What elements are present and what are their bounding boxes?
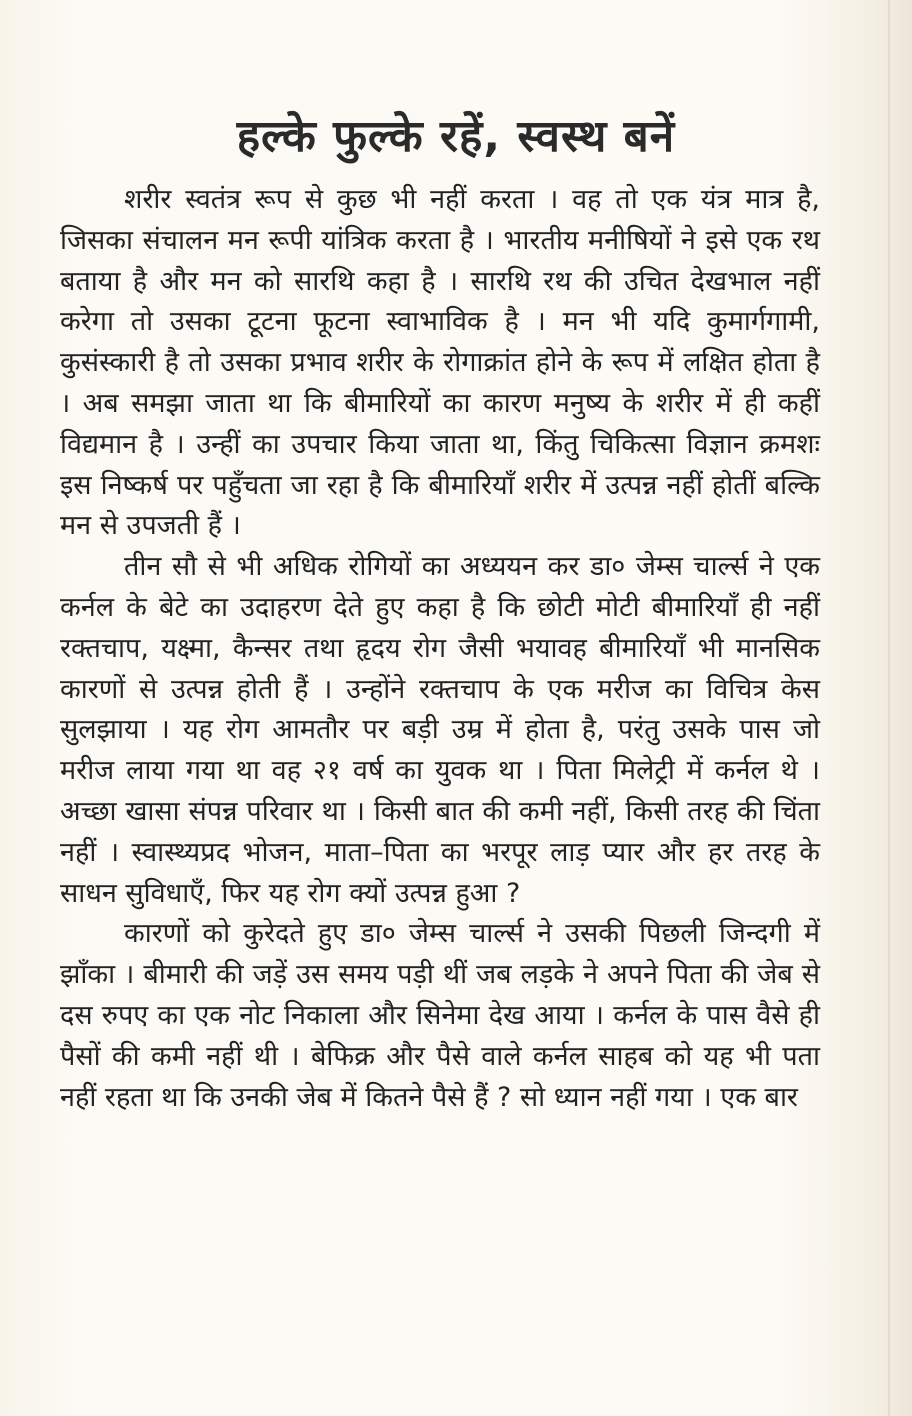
paragraph-3: कारणों को कुरेदते हुए डा० जेम्स चार्ल्स ने उसकी पिछली जिन्दगी में झाँका । बीमारी की जड़ें उस समय पड़ी थीं जब लड़के ने अपने पिता की जेब से दस रुपए का एक नोट निकाला और सिनेमा देख आया । कर्नल के पास वैसे ही पैसों की कमी नहीं थी । बेफिक्र और पैसे वाले कर्नल साहब को यह भी पता नहीं रहता था कि उनकी जेब में कितने पैसे हैं ? सो ध्यान नहीं गया । एक बार [60, 918, 820, 1113]
page-edge [888, 0, 890, 1416]
paragraph-2: तीन सौ से भी अधिक रोगियों का अध्ययन कर डा० जेम्स चार्ल्स ने एक कर्नल के बेटे का उदाहरण देते हुए कहा है कि छोटी मोटी बीमारियाँ ही नहीं रक्तचाप, यक्ष्मा, कैन्सर तथा हृदय रोग जैसी भयावह बीमारियाँ भी मानसिक कारणों से उत्पन्न होती हैं । उन्होंने रक्तचाप के एक मरीज का विचित्र केस सुलझाया । यह रोग आमतौर पर बड़ी उम्र में होता है, परंतु उसके पास जो मरीज लाया गया था वह २१ वर्ष का युवक था । पिता मिलेट्री में कर्नल थे । अच्छा खासा संपन्न परिवार था । किसी बात की कमी नहीं, किसी तरह की चिंता नहीं । स्वास्थ्यप्रद भोजन, माता–पिता का भरपूर लाड़ प्यार और हर तरह के साधन सुविधाएँ, फिर यह रोग क्यों उत्पन्न हुआ ? [60, 551, 820, 909]
body-text [60, 180, 820, 1118]
chapter-title: हल्के फुल्के रहें, स्वस्थ बनें [236, 111, 676, 162]
paragraph-1: शरीर स्वतंत्र रूप से कुछ भी नहीं करता । वह तो एक यंत्र मात्र है, जिसका संचालन मन रूपी यांत्रिक करता है । भारतीय मनीषियों ने इसे एक रथ बताया है और मन को सारथि कहा है । सारथि रथ की उचित देखभाल नहीं करेगा तो उसका टूटना फूटना स्वाभाविक है । मन भी यदि कुमार्गगामी, कुसंस्कारी है तो उसका प्रभाव शरीर के रोगाक्रांत होने के रूप में लक्षित होता है । अब समझा जाता था कि बीमारियों का कारण मनुष्य के शरीर में ही कहीं विद्यमान है । उन्हीं का उपचार किया जाता था, किंतु चिकित्सा विज्ञान क्रमशः इस निष्कर्ष पर पहुँचता जा रहा है कि बीमारियाँ शरीर में उत्पन्न नहीं होतीं बल्कि मन से उपजती हैं । [60, 184, 820, 542]
